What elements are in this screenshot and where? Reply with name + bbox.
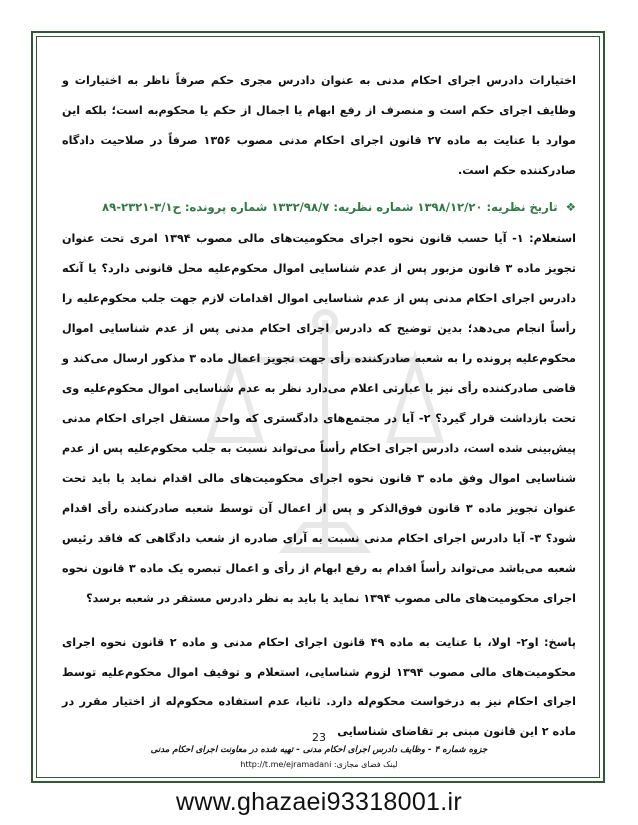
- page-number: 23: [312, 731, 326, 744]
- page-content: [62, 66, 576, 746]
- footer-booklet-line: جزوه شماره ۴ - وظایف دادرس اجرای احکام مدنی - تهیه شده در معاونت اجرای احکام مدنی: [150, 745, 488, 755]
- diamond-bullet-icon: ❖: [565, 200, 576, 214]
- footer-channel-line: [40, 760, 598, 769]
- opinion-heading-text: تاریخ نظریه: ۱۳۹۸/۱۲/۲۰ شماره نظریه: ۱۳۳۲/۹۸/۷ شماره پرونده: ح۳/۱-۲۳۲۱-۸۹: [102, 200, 558, 214]
- paragraph-inquiry: استعلام: ۱- آیا حسب قانون نحوه اجرای محکومیت‌های مالی مصوب ۱۳۹۴ امری تحت عنوان تجویز ماده ۳ قانون مزبور پس از عدم شناسایی اموال محکوم‌علیه محل قانونی دارد؟ یا آنکه دادرس اجرای احکام مدنی پس از عدم شناسایی اموال اقدامات لازم جهت جلب محکوم‌علیه را رأساً انجام می‌دهد؛ بدین توضیح که دادرس اجرای احکام مدنی پس از عدم شناسایی اموال محکوم‌علیه پرونده را به شعبه صادرکننده رأی جهت تجویز اعمال ماده ۳ مذکور ارسال می‌کند و قاضی صادرکننده رأی نیز با عبارتی اعلام می‌دارد نظر به عدم شناسایی اموال محکوم‌علیه وی تحت بازداشت قرار گیرد؟ ۲- آیا در مجتمع‌های دادگستری که واحد مستقل اجرای احکام مدنی پیش‌بینی شده است، دادرس اجرای احکام رأساً می‌تواند نسبت به جلب محکوم‌علیه پس از عدم شناسایی اموال وفق ماده ۳ قانون نحوه اجرای محکومیت‌های مالی اقدام نماید یا باید تحت عنوان تجویز ماده ۳ قانون فوق‌الذکر و پس از اعمال آن توسط شعبه صادرکننده رأی اقدام شود؟ ۳- آیا دادرس اجرای احکام مدنی نسبت به آرای صادره از شعب دادگاهی که فاقد رئیس شعبه می‌باشد می‌تواند رأساً اقدام به رفع ابهام از رأی و اعمال تبصره یک ماده ۳ قانون نحوه اجرای محکومیت‌های مالی مصوب ۱۳۹۴ نماید یا باید به نظر دادرس مستقر در شعبه برسد؟: [62, 232, 576, 605]
- site-url-watermark: www.ghazaei93318001.ir: [176, 788, 462, 816]
- paragraph-answer: پاسخ: او۲- اولا، با عنایت به ماده ۴۹ قانون اجرای احکام مدنی و ماده ۲ قانون نحوه اجرای محکومیت‌های مالی مصوب ۱۳۹۴ لزوم شناسایی، استعلام و توقیف اموال محکوم‌علیه توسط اجرای احکام نیز به درخواست محکوم‌له دارد. ثانیا، عدم استفاده محکوم‌له از اختیار مقرر در ماده ۲ این قانون مبنی بر تقاضای شناسایی: [62, 636, 576, 738]
- paragraph-intro: اختیارات دادرس اجرای احکام مدنی به عنوان دادرس مجری حکم صرفاً ناظر به اختیارات و وظایف اجرای حکم است و منصرف از رفع ابهام یا اجمال از حکم یا محکوم‌به است؛ بلکه این موارد با عنایت به ماده ۲۷ قانون اجرای احکام مدنی مصوب ۱۳۵۶ صرفاً در صلاحیت دادگاه صادرکننده حکم است.: [62, 74, 576, 177]
- footer-channel-label: لینک فضای مجازی:: [333, 760, 398, 769]
- opinion-heading: [62, 192, 576, 222]
- footer-channel-url[interactable]: http://t.me/ejramadani: [240, 760, 332, 769]
